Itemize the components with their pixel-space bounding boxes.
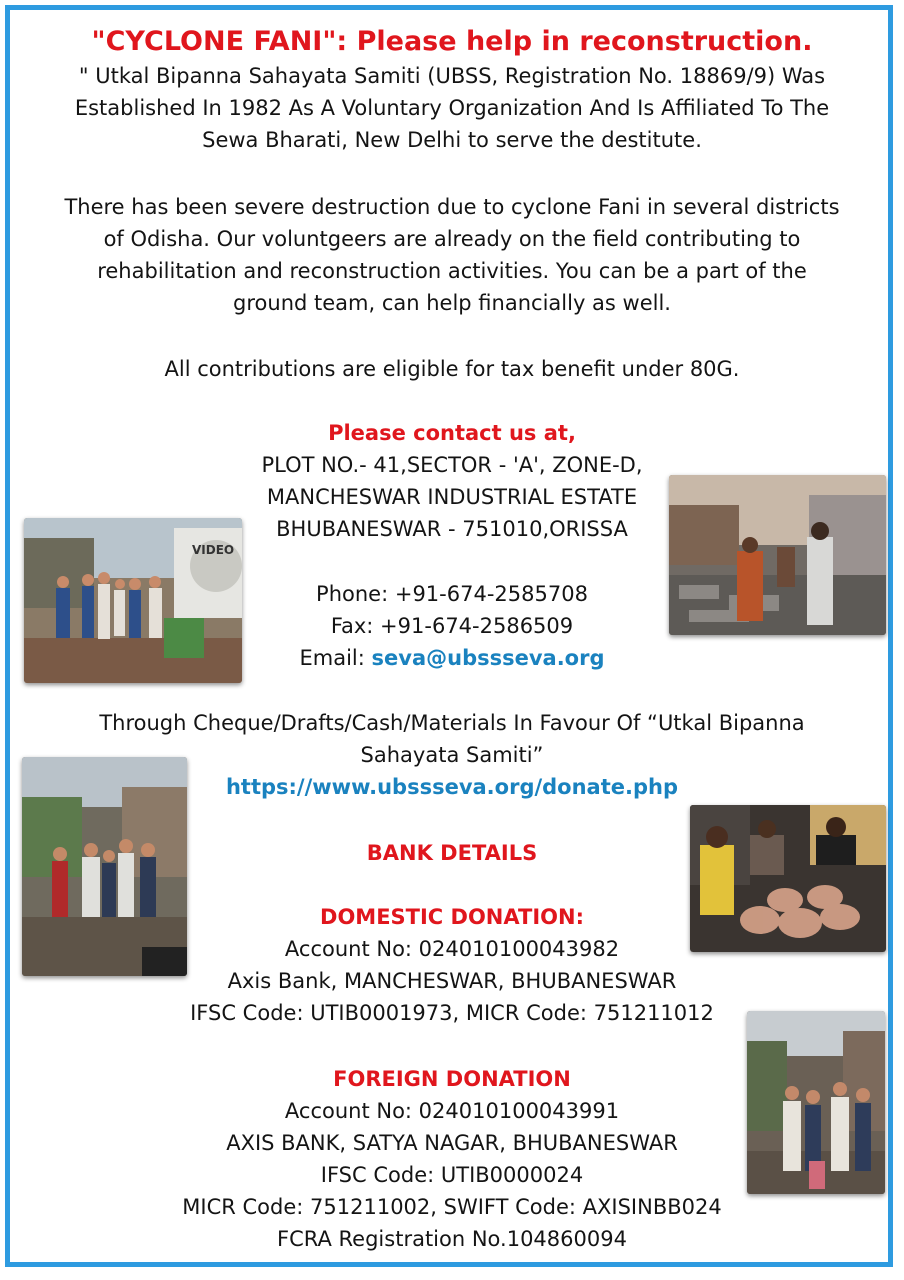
email-label: Email: bbox=[299, 646, 365, 670]
appeal-line-1: There has been severe destruction due to cyclone Fani in several districts bbox=[64, 195, 840, 219]
relief-photo-crowd-slum bbox=[24, 518, 242, 683]
address-line-1: PLOT NO.- 41,SECTOR - 'A', ZONE-D, bbox=[261, 453, 643, 477]
foreign-micr-swift: MICR Code: 751211002, SWIFT Code: AXISINBB024 bbox=[182, 1195, 722, 1219]
contact-heading: Please contact us at, bbox=[328, 421, 576, 445]
appeal-line-3: rehabilitation and reconstruction activities. You can be a part of the bbox=[97, 259, 807, 283]
address-line-3: BHUBANESWAR - 751010,ORISSA bbox=[276, 517, 628, 541]
donation-mode-line-1: Through Cheque/Drafts/Cash/Materials In Favour Of “Utkal Bipanna bbox=[99, 711, 805, 735]
video-sign-text: VIDEO bbox=[192, 543, 235, 557]
address-line-2: MANCHESWAR INDUSTRIAL ESTATE bbox=[266, 485, 638, 509]
appeal-line-4: ground team, can help financially as well. bbox=[233, 291, 671, 315]
domestic-account: Account No: 024010100043982 bbox=[284, 937, 620, 961]
relief-photo-distribution-lane bbox=[22, 757, 187, 976]
relief-photo-narrow-street bbox=[747, 1011, 885, 1194]
foreign-account: Account No: 024010100043991 bbox=[284, 1099, 620, 1123]
donate-url-link[interactable]: https://www.ubssseva.org/donate.php bbox=[225, 775, 679, 799]
fax: Fax: +91-674-2586509 bbox=[330, 614, 574, 638]
page-title: "CYCLONE FANI": Please help in reconstruction. bbox=[91, 26, 813, 57]
relief-photo-food-packing bbox=[690, 805, 886, 952]
tax-note: All contributions are eligible for tax benefit under 80G. bbox=[164, 357, 740, 381]
foreign-fcra: FCRA Registration No.104860094 bbox=[277, 1227, 627, 1251]
phone: Phone: +91-674-2585708 bbox=[316, 582, 588, 606]
domestic-heading: DOMESTIC DONATION: bbox=[320, 905, 584, 929]
relief-photo-debris bbox=[669, 475, 886, 635]
bank-details-heading: BANK DETAILS bbox=[366, 841, 538, 865]
intro-line-3: Sewa Bharati, New Delhi to serve the destitute. bbox=[202, 128, 702, 152]
appeal-line-2: of Odisha. Our voluntgeers are already on the field contributing to bbox=[103, 227, 801, 251]
foreign-ifsc: IFSC Code: UTIB0000024 bbox=[320, 1163, 584, 1187]
intro-line-1: " Utkal Bipanna Sahayata Samiti (UBSS, Registration No. 18869/9) Was bbox=[78, 64, 826, 88]
intro-line-2: Established In 1982 As A Voluntary Organization And Is Affiliated To The bbox=[74, 96, 830, 120]
email-link[interactable]: seva@ubssseva.org bbox=[371, 646, 605, 670]
domestic-codes: IFSC Code: UTIB0001973, MICR Code: 751211012 bbox=[190, 1001, 714, 1025]
domestic-bank: Axis Bank, MANCHESWAR, BHUBANESWAR bbox=[227, 969, 677, 993]
donation-mode-line-2: Sahayata Samiti” bbox=[360, 743, 544, 767]
foreign-heading: FOREIGN DONATION bbox=[333, 1067, 571, 1091]
foreign-bank: AXIS BANK, SATYA NAGAR, BHUBANESWAR bbox=[226, 1131, 678, 1155]
